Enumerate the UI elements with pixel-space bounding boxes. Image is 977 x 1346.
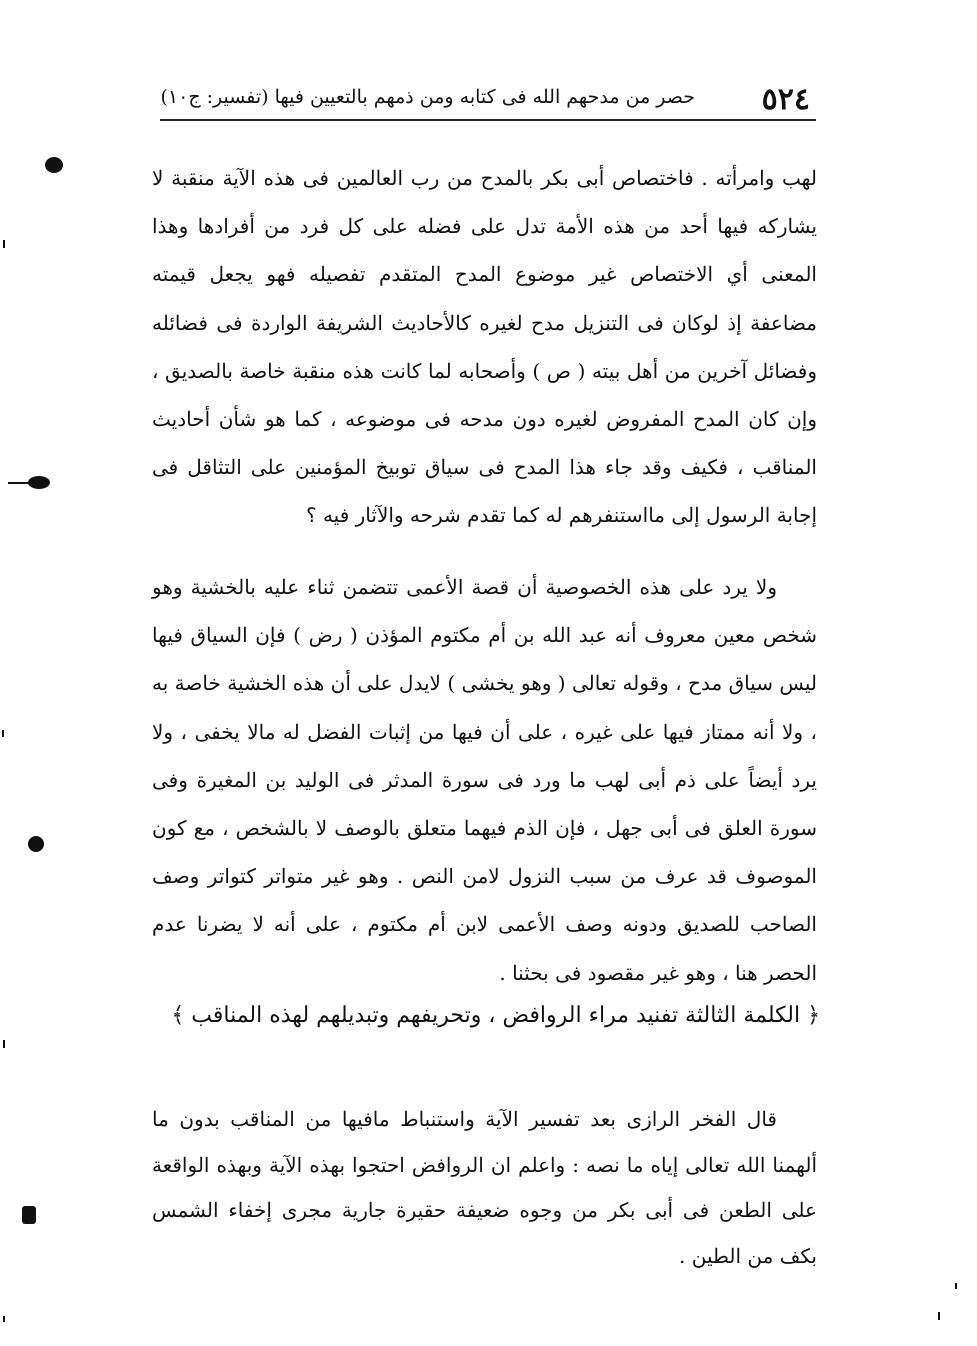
paragraph-3: قال الفخر الرازى بعد تفسير الآية واستنباط مافيها من المناقب بدون ما ألهمنا الله تعالى إياه ما نصه : واعلم ان الروافض احتجوا بهذه الآية وبهذه الواقعة على الطعن فى أبى بكر من وجوه ضعيفة حقيرة جارية مجرى إخفاء الشمس بكف من الطين . bbox=[152, 1107, 817, 1268]
scan-blot bbox=[28, 836, 44, 852]
scan-mark bbox=[938, 1312, 940, 1320]
scan-mark bbox=[3, 240, 5, 248]
page-number: ٥٢٤ bbox=[761, 82, 810, 117]
header-rule bbox=[160, 119, 816, 121]
scan-mark bbox=[3, 1040, 5, 1048]
scan-mark bbox=[2, 730, 4, 737]
paragraph-1: لهب وامرأته . فاختصاص أبى بكر بالمدح من رب العالمين فى هذه الآية منقبة لا يشاركه فيها أحد من هذه الأمة تدل على فضله على كل فرد من أفرادها وهذا المعنى أي الاختصاص غير موضوع المدح المتقدم تفصيله فهو يجعل قيمته مضاعفة إذ لوكان فى التنزيل مدح لغيره كالأحاديث الشريفة الواردة فى فضائله وفضائل آخرين من أهل بيته ( ص ) وأصحابه لما كانت هذه منقبة خاصة بالصديق ، وإن كان المدح المفروض لغيره دون مدحه فى موضوعه ، كما هو شأن أحاديث المناقب ، فكيف وقد جاء هذا المدح فى سياق توبيخ المؤمنين على التثاقل فى إجابة الرسول إلى مااستنفرهم له كما تقدم شرحه والآثار فيه ؟ bbox=[152, 166, 817, 528]
section-heading: ﴿ الكلمة الثالثة تفنيد مراء الروافض ، وتحريفهم وتبديلهم لهذه المناقب ﴾ bbox=[171, 1003, 820, 1028]
paragraph-2: ولا يرد على هذه الخصوصية أن قصة الأعمى تتضمن ثناء عليه بالخشية وهو شخص معين معروف أنه عبد الله بن أم مكتوم المؤذن ( رض ) فإن السياق فيها ليس سياق مدح ، وقوله تعالى ( وهو يخشى ) لايدل على أن هذه الخشية خاصة به ، ولا أنه ممتاز فيها على غيره ، على أن فيها من إثبات الفضل له مالا يخفى ، ولا يرد أيضاً على ذم أبى لهب ما ورد فى سورة المدثر فى الوليد بن المغيرة وفى سورة العلق فى أبى جهل ، فإن الذم فيهما متعلق بالوصف لا بالشخص ، مع كون الموصوف قد عرف من سبب النزول لامن النص . وهو غير متواتر كتواتر وصف الصاحب للصديق ودونه وصف الأعمى لابن أم مكتوم ، على أنه لا يضرنا عدم الحصر هنا ، وهو غير مقصود فى بحثنا . bbox=[152, 575, 817, 985]
page-header bbox=[160, 70, 810, 120]
running-title: حصر من مدحهم الله فى كتابه ومن ذمهم بالتعيين فيها (تفسير: ج١٠) bbox=[160, 86, 695, 108]
scan-mark bbox=[3, 1316, 5, 1322]
scan-mark bbox=[955, 1283, 957, 1289]
scan-blot bbox=[45, 157, 63, 173]
scan-blot bbox=[28, 476, 50, 489]
scan-blot bbox=[22, 1206, 36, 1224]
